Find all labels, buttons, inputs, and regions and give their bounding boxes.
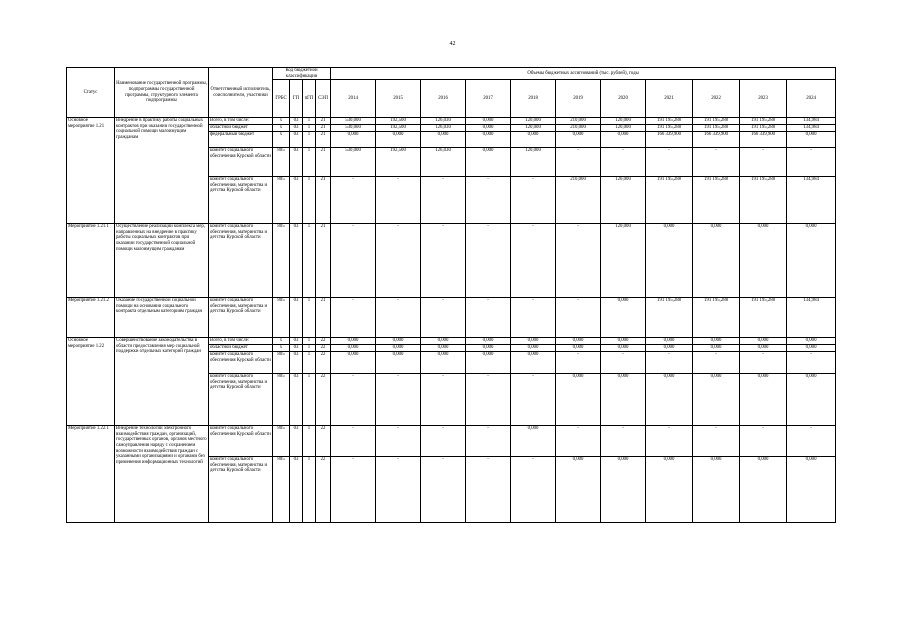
- value-cell-2023: 191 195,288: [740, 118, 787, 125]
- status-cell: Мероприятие 1.21.2: [67, 298, 115, 338]
- value-cell-2014: 530,000: [331, 148, 376, 177]
- gp-cell: 03: [290, 148, 303, 177]
- value-cell-2017: -: [466, 426, 511, 457]
- value-cell-2014: -: [331, 457, 376, 523]
- value-cell-2015: 192,500: [376, 118, 421, 125]
- value-cell-2015: 192,500: [376, 125, 421, 132]
- value-cell-2018: 0,000: [511, 426, 556, 457]
- value-cell-2019: 0,000: [556, 457, 601, 523]
- value-cell-2020: 0,000: [601, 345, 646, 352]
- header-code-1: ГП: [290, 80, 303, 118]
- value-cell-2022: 0,000: [693, 457, 740, 523]
- header-responsible: Ответственный исполнитель, соисполнители, участники: [209, 68, 273, 118]
- value-cell-2022: 191 195,288: [693, 125, 740, 132]
- value-cell-2015: 0,000: [376, 132, 421, 148]
- value-cell-2019: -: [556, 224, 601, 298]
- grbs-cell: 805: [273, 352, 290, 374]
- value-cell-2016: 126,030: [421, 148, 466, 177]
- value-cell-2024: -: [787, 352, 836, 374]
- value-cell-2014: 530,000: [331, 118, 376, 125]
- value-cell-2023: 191 195,288: [740, 177, 787, 224]
- grbs-cell: х: [273, 345, 290, 352]
- value-cell-2017: -: [466, 457, 511, 523]
- pgp-cell: 1: [303, 177, 316, 224]
- gp-cell: 03: [290, 125, 303, 132]
- value-cell-2021: 166 339,900: [646, 132, 693, 148]
- value-cell-2024: 0,000: [787, 224, 836, 298]
- value-cell-2024: -: [787, 426, 836, 457]
- value-cell-2014: -: [331, 177, 376, 224]
- responsible-cell: федеральный бюджет: [209, 132, 273, 148]
- value-cell-2019: 210,000: [556, 177, 601, 224]
- value-cell-2018: 120,000: [511, 125, 556, 132]
- sep-cell: 21: [316, 298, 331, 338]
- value-cell-2024: -: [787, 148, 836, 177]
- value-cell-2015: -: [376, 426, 421, 457]
- value-cell-2018: 120,000: [511, 148, 556, 177]
- header-code-2: пГП: [303, 80, 316, 118]
- name-cell: Оказание государственной социальной помощи на основании социального контракта отдельным категориям граждан: [115, 298, 209, 338]
- value-cell-2018: -: [511, 177, 556, 224]
- sep-cell: 21: [316, 118, 331, 125]
- value-cell-2021: 191 195,288: [646, 125, 693, 132]
- pgp-cell: 1: [303, 298, 316, 338]
- value-cell-2023: 0,000: [740, 338, 787, 345]
- value-cell-2020: 0,000: [601, 298, 646, 338]
- header-year-2014: 2014: [331, 80, 376, 118]
- value-cell-2016: 0,000: [421, 338, 466, 345]
- grbs-cell: 805: [273, 298, 290, 338]
- value-cell-2015: 0,000: [376, 338, 421, 345]
- responsible-cell: комитет социального обеспечения, материнства и детства Курской области: [209, 224, 273, 298]
- value-cell-2021: 0,000: [646, 224, 693, 298]
- name-cell: Внедрение технологий электронного взаимодействия граждан, организаций, государственных органов, органов местного самоуправления наряду с сохранением возможности взаимодействия граждан с указанными организациями и органами без применения информационных технологий: [115, 426, 209, 523]
- header-volumes-group: Объемы бюджетных ассигнований (тыс. рублей), годы: [331, 68, 836, 80]
- responsible-cell: комитет социального обеспечения Курской области: [209, 426, 273, 457]
- gp-cell: 03: [290, 426, 303, 457]
- pgp-cell: 1: [303, 374, 316, 426]
- sep-cell: 22: [316, 374, 331, 426]
- value-cell-2019: -: [556, 298, 601, 338]
- value-cell-2020: 120,000: [601, 177, 646, 224]
- sep-cell: 21: [316, 132, 331, 148]
- value-cell-2017: 0,000: [466, 148, 511, 177]
- value-cell-2015: 192,500: [376, 148, 421, 177]
- responsible-cell: Всего, в том числе:: [209, 338, 273, 345]
- value-cell-2023: 0,000: [740, 224, 787, 298]
- value-cell-2022: 0,000: [693, 374, 740, 426]
- value-cell-2023: 0,000: [740, 457, 787, 523]
- grbs-cell: х: [273, 125, 290, 132]
- pgp-cell: 1: [303, 148, 316, 177]
- value-cell-2021: 0,000: [646, 374, 693, 426]
- value-cell-2017: -: [466, 224, 511, 298]
- status-cell: Мероприятие 1.21.1: [67, 224, 115, 298]
- value-cell-2018: 120,000: [511, 118, 556, 125]
- value-cell-2017: 0,000: [466, 338, 511, 345]
- header-year-2023: 2023: [740, 80, 787, 118]
- responsible-cell: комитет социального обеспечения Курской области: [209, 148, 273, 177]
- value-cell-2017: -: [466, 374, 511, 426]
- value-cell-2020: 0,000: [601, 338, 646, 345]
- header-year-2019: 2019: [556, 80, 601, 118]
- header-year-2021: 2021: [646, 80, 693, 118]
- header-name: Наименование государственной программы, подпрограммы государственной программы, структурного элемента подпрограммы: [115, 68, 209, 118]
- value-cell-2023: -: [740, 352, 787, 374]
- value-cell-2014: -: [331, 374, 376, 426]
- pgp-cell: 1: [303, 125, 316, 132]
- budget-table: [66, 67, 836, 523]
- sep-cell: 21: [316, 125, 331, 132]
- gp-cell: 03: [290, 457, 303, 523]
- value-cell-2017: -: [466, 177, 511, 224]
- value-cell-2024: 134,984: [787, 118, 836, 125]
- gp-cell: 03: [290, 374, 303, 426]
- name-cell: Совершенствование законодательства в области предоставления мер социальной поддержки отдельных категорий граждан: [115, 338, 209, 426]
- header-code-group: Код бюджетной классификации: [273, 68, 331, 80]
- value-cell-2021: 191 195,288: [646, 118, 693, 125]
- value-cell-2024: 134,984: [787, 125, 836, 132]
- gp-cell: 03: [290, 338, 303, 345]
- value-cell-2023: 166 339,900: [740, 132, 787, 148]
- value-cell-2020: 0,000: [601, 457, 646, 523]
- table-body: [67, 118, 836, 523]
- gp-cell: 03: [290, 118, 303, 125]
- responsible-cell: комитет социального обеспечения, материнства и детства Курской области: [209, 298, 273, 338]
- table-row: [67, 338, 836, 345]
- value-cell-2024: 0,000: [787, 132, 836, 148]
- value-cell-2020: -: [601, 352, 646, 374]
- pgp-cell: 1: [303, 118, 316, 125]
- sep-cell: 22: [316, 345, 331, 352]
- value-cell-2020: 0,000: [601, 132, 646, 148]
- value-cell-2017: -: [466, 298, 511, 338]
- value-cell-2014: 0,000: [331, 338, 376, 345]
- responsible-cell: Всего, в том числе:: [209, 118, 273, 125]
- header-year-2018: 2018: [511, 80, 556, 118]
- table-row: [67, 426, 836, 457]
- value-cell-2022: 0,000: [693, 338, 740, 345]
- value-cell-2022: 0,000: [693, 345, 740, 352]
- grbs-cell: х: [273, 132, 290, 148]
- value-cell-2017: 0,000: [466, 132, 511, 148]
- header-code-0: ГРБС: [273, 80, 290, 118]
- gp-cell: 03: [290, 177, 303, 224]
- gp-cell: 03: [290, 224, 303, 298]
- pgp-cell: 1: [303, 132, 316, 148]
- table-header: [67, 68, 836, 118]
- value-cell-2016: 0,000: [421, 345, 466, 352]
- value-cell-2019: -: [556, 426, 601, 457]
- value-cell-2019: 210,000: [556, 125, 601, 132]
- value-cell-2024: 0,000: [787, 338, 836, 345]
- grbs-cell: 805: [273, 177, 290, 224]
- value-cell-2018: -: [511, 224, 556, 298]
- value-cell-2023: 191 195,288: [740, 125, 787, 132]
- table-row: [67, 118, 836, 125]
- value-cell-2019: 0,000: [556, 345, 601, 352]
- value-cell-2024: 0,000: [787, 374, 836, 426]
- sep-cell: 22: [316, 352, 331, 374]
- header-year-2024: 2024: [787, 80, 836, 118]
- value-cell-2017: 0,000: [466, 352, 511, 374]
- table-row: [67, 298, 836, 338]
- value-cell-2024: 0,000: [787, 345, 836, 352]
- value-cell-2015: -: [376, 457, 421, 523]
- value-cell-2024: 0,000: [787, 457, 836, 523]
- grbs-cell: 805: [273, 426, 290, 457]
- value-cell-2016: -: [421, 374, 466, 426]
- status-cell: Мероприятие 1.22.1: [67, 426, 115, 523]
- value-cell-2023: 0,000: [740, 374, 787, 426]
- value-cell-2021: 0,000: [646, 345, 693, 352]
- grbs-cell: х: [273, 338, 290, 345]
- gp-cell: 03: [290, 352, 303, 374]
- pgp-cell: 1: [303, 345, 316, 352]
- value-cell-2014: 0,000: [331, 132, 376, 148]
- value-cell-2016: 126,030: [421, 125, 466, 132]
- pgp-cell: 1: [303, 224, 316, 298]
- value-cell-2022: 191 195,288: [693, 118, 740, 125]
- name-cell: Осуществление реализации комплекса мер, направленных на внедрение в практику работы социальных контрактов при оказании государственной социальной помощи малоимущим гражданам: [115, 224, 209, 298]
- page-number: 42: [449, 41, 456, 47]
- value-cell-2015: -: [376, 224, 421, 298]
- value-cell-2014: -: [331, 426, 376, 457]
- value-cell-2021: 191 195,288: [646, 177, 693, 224]
- status-cell: Основное мероприятие 1.21: [67, 118, 115, 224]
- value-cell-2018: 0,000: [511, 132, 556, 148]
- value-cell-2022: 191 195,288: [693, 177, 740, 224]
- gp-cell: 03: [290, 298, 303, 338]
- value-cell-2017: 0,000: [466, 118, 511, 125]
- value-cell-2020: -: [601, 426, 646, 457]
- value-cell-2022: -: [693, 148, 740, 177]
- responsible-cell: областной бюджет: [209, 125, 273, 132]
- value-cell-2020: 120,000: [601, 125, 646, 132]
- value-cell-2022: 166 339,900: [693, 132, 740, 148]
- responsible-cell: комитет социального обеспечения, материнства и детства Курской области: [209, 457, 273, 523]
- grbs-cell: 805: [273, 224, 290, 298]
- grbs-cell: х: [273, 118, 290, 125]
- grbs-cell: 805: [273, 457, 290, 523]
- sep-cell: 22: [316, 338, 331, 345]
- grbs-cell: 805: [273, 148, 290, 177]
- gp-cell: 03: [290, 345, 303, 352]
- responsible-cell: комитет социального обеспечения, материнства и детства Курской области: [209, 374, 273, 426]
- responsible-cell: комитет социального обеспечения Курской области: [209, 352, 273, 374]
- status-cell: Основное мероприятие 1.22: [67, 338, 115, 426]
- value-cell-2014: 530,000: [331, 125, 376, 132]
- table-row: [67, 224, 836, 298]
- name-cell: Внедрение в практику работы социальных контрактов при оказании государственной социальной помощи малоимущим гражданам: [115, 118, 209, 224]
- value-cell-2016: -: [421, 457, 466, 523]
- gp-cell: 03: [290, 132, 303, 148]
- value-cell-2021: -: [646, 352, 693, 374]
- value-cell-2019: 0,000: [556, 132, 601, 148]
- sep-cell: 22: [316, 457, 331, 523]
- value-cell-2020: 120,000: [601, 118, 646, 125]
- value-cell-2023: 0,000: [740, 345, 787, 352]
- value-cell-2016: 0,000: [421, 352, 466, 374]
- header-year-2022: 2022: [693, 80, 740, 118]
- value-cell-2019: 0,000: [556, 338, 601, 345]
- value-cell-2022: -: [693, 426, 740, 457]
- value-cell-2019: -: [556, 352, 601, 374]
- value-cell-2015: 0,000: [376, 352, 421, 374]
- value-cell-2018: 0,000: [511, 345, 556, 352]
- value-cell-2022: 191 195,288: [693, 298, 740, 338]
- value-cell-2020: 120,000: [601, 224, 646, 298]
- value-cell-2020: -: [601, 148, 646, 177]
- value-cell-2014: 0,000: [331, 345, 376, 352]
- pgp-cell: 1: [303, 426, 316, 457]
- sep-cell: 21: [316, 148, 331, 177]
- value-cell-2018: 0,000: [511, 352, 556, 374]
- value-cell-2018: 0,000: [511, 338, 556, 345]
- value-cell-2015: -: [376, 374, 421, 426]
- value-cell-2015: 0,000: [376, 345, 421, 352]
- pgp-cell: 1: [303, 352, 316, 374]
- grbs-cell: 805: [273, 374, 290, 426]
- value-cell-2023: -: [740, 148, 787, 177]
- value-cell-2019: -: [556, 148, 601, 177]
- pgp-cell: 1: [303, 338, 316, 345]
- value-cell-2021: 0,000: [646, 457, 693, 523]
- header-year-2020: 2020: [601, 80, 646, 118]
- value-cell-2016: 0,000: [421, 132, 466, 148]
- value-cell-2016: 126,030: [421, 118, 466, 125]
- header-year-2016: 2016: [421, 80, 466, 118]
- header-code-3: СЭП: [316, 80, 331, 118]
- value-cell-2015: -: [376, 298, 421, 338]
- value-cell-2023: -: [740, 426, 787, 457]
- value-cell-2014: -: [331, 224, 376, 298]
- pgp-cell: 1: [303, 457, 316, 523]
- value-cell-2022: -: [693, 352, 740, 374]
- value-cell-2023: 191 195,288: [740, 298, 787, 338]
- sep-cell: 21: [316, 224, 331, 298]
- value-cell-2016: -: [421, 224, 466, 298]
- value-cell-2016: -: [421, 298, 466, 338]
- value-cell-2016: -: [421, 177, 466, 224]
- value-cell-2020: 0,000: [601, 374, 646, 426]
- value-cell-2018: -: [511, 298, 556, 338]
- value-cell-2024: 134,984: [787, 298, 836, 338]
- value-cell-2021: 191 195,288: [646, 298, 693, 338]
- header-year-2015: 2015: [376, 80, 421, 118]
- value-cell-2014: 0,000: [331, 352, 376, 374]
- value-cell-2017: 0,000: [466, 125, 511, 132]
- value-cell-2019: 210,000: [556, 118, 601, 125]
- value-cell-2021: -: [646, 426, 693, 457]
- value-cell-2018: -: [511, 457, 556, 523]
- sep-cell: 21: [316, 177, 331, 224]
- value-cell-2021: -: [646, 148, 693, 177]
- value-cell-2015: -: [376, 177, 421, 224]
- value-cell-2021: 0,000: [646, 338, 693, 345]
- value-cell-2016: -: [421, 426, 466, 457]
- value-cell-2014: -: [331, 298, 376, 338]
- value-cell-2024: 134,984: [787, 177, 836, 224]
- value-cell-2018: -: [511, 374, 556, 426]
- sep-cell: 22: [316, 426, 331, 457]
- header-status: Статус: [67, 68, 115, 118]
- value-cell-2022: 0,000: [693, 224, 740, 298]
- value-cell-2017: 0,000: [466, 345, 511, 352]
- header-year-2017: 2017: [466, 80, 511, 118]
- responsible-cell: комитет социального обеспечения, материнства и детства Курской области: [209, 177, 273, 224]
- responsible-cell: областной бюджет: [209, 345, 273, 352]
- value-cell-2019: 0,000: [556, 374, 601, 426]
